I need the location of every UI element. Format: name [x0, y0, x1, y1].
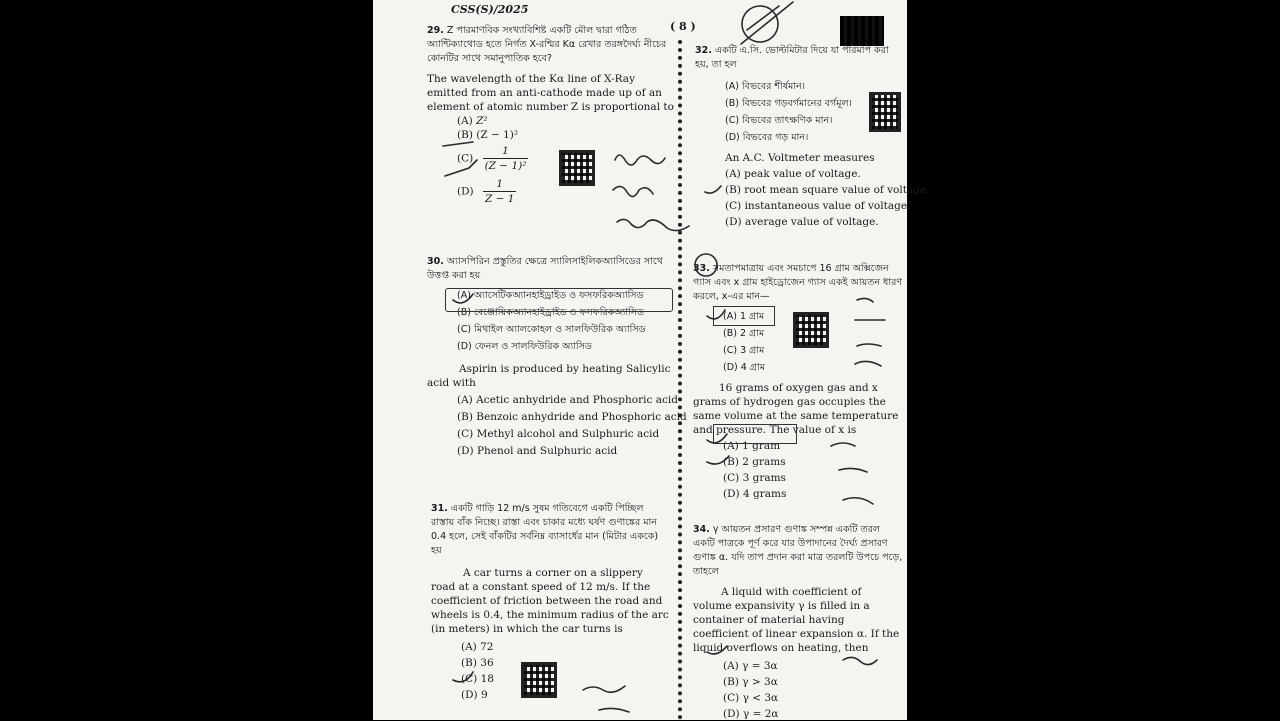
- option-a[interactable]: (A) Z²: [457, 115, 488, 127]
- option-b[interactable]: (B) 2 grams: [723, 456, 786, 468]
- option-b[interactable]: (B) (Z − 1)²: [457, 129, 519, 141]
- question-text-english: The wavelength of the Kα line of X-Ray emitted from an anti-cathode made up of an element of atomic number Z is proportional to: [427, 73, 674, 113]
- question-text-bengali: একটি গাড়ি 12 m/s সুষম গতিবেগে একটি পিচ্ছিল রাস্তায় বাঁক নিচ্ছে। রাস্তা এবং চাকার মধ্যে ঘর্ষণ গুণাঙ্কের মান 0.4 হলে, সেই বাঁকটির সর্বনিম্ন ব্যাসার্ধের মান (মিটার এককে) হয়: [431, 503, 659, 556]
- answer-box: [445, 288, 673, 312]
- barcode-icon: [840, 16, 884, 46]
- option-b-bengali[interactable]: (B) বেঞ্জোয়িকঅ্যানহাইড্রাইড ও ফসফরিকঅ্যাসিড: [457, 307, 645, 318]
- question-text-english: 16 grams of oxygen gas and x grams of hydrogen gas occupies the same volume at the same temperature and pressure. The value of x is: [693, 382, 899, 436]
- option-c[interactable]: (C) Methyl alcohol and Sulphuric acid: [457, 428, 660, 440]
- option-d[interactable]: (D) average value of voltage.: [725, 216, 879, 228]
- option-a[interactable]: (A) 1 gram: [723, 440, 781, 452]
- question-text-bengali: একটি এ.সি. ভোল্টমিটার দিয়ে যা পরিমাপ করা হয়, তা হল: [695, 45, 889, 70]
- paper-code: CSS(S)/2025: [451, 3, 529, 16]
- question-number: 32.: [695, 45, 712, 56]
- qr-code-icon: [521, 662, 557, 698]
- option-c[interactable]: (C) 3 grams: [723, 472, 786, 484]
- question-number: 34.: [693, 524, 710, 535]
- option-c[interactable]: (C) 18: [461, 673, 494, 685]
- option-a-bengali[interactable]: (A) অ্যাসেটিকঅ্যানহাইড্রাইড ও ফসফরিকঅ্যাসিড: [457, 290, 644, 301]
- question-text-bengali: সমতাপমাত্রায় এবং সমচাপে 16 গ্রাম অক্সিজেন গ্যাস এবং x গ্রাম হাইড্রোজেন গ্যাস একই আয়তন ধারণ করলে, x-এর মান—: [693, 263, 903, 302]
- option-d-bengali[interactable]: (D) 4 গ্রাম: [723, 362, 765, 373]
- option-b[interactable]: (B) Benzoic anhydride and Phosphoric acid: [457, 411, 687, 423]
- answer-box: [713, 424, 797, 444]
- option-d[interactable]: (D) 9: [461, 689, 488, 701]
- option-a[interactable]: (A) 72: [461, 641, 494, 653]
- question-text-english: An A.C. Voltmeter measures: [725, 152, 875, 164]
- option-b[interactable]: (B) γ > 3α: [723, 676, 778, 688]
- column-divider: [678, 40, 682, 720]
- question-number: 30.: [427, 256, 444, 267]
- option-d[interactable]: (D) γ = 2α: [723, 708, 779, 720]
- exam-page: [373, 0, 930, 720]
- option-b-bengali[interactable]: (B) 2 গ্রাম: [723, 328, 765, 339]
- option-c-bengali[interactable]: (C) 3 গ্রাম: [723, 345, 765, 356]
- option-d[interactable]: (D) $\frac{1}{Z - 1}$: [457, 178, 515, 205]
- question-33: [693, 262, 903, 501]
- qr-code-icon: [793, 312, 829, 348]
- option-c[interactable]: (C) instantaneous value of voltage.: [725, 200, 911, 212]
- question-34: [693, 523, 903, 721]
- option-d-bengali[interactable]: (D) বিভবের গড় মান।: [725, 132, 809, 143]
- question-text-bengali: Z পারমাণবিক সংখ্যাবিশিষ্ট একটি মৌল দ্বারা গঠিত অ্যান্টিক্যাথোড হতে নির্গত X-রশ্মির Kα রেখার তরঙ্গদৈর্ঘ্য নীচের কোনটির সাথে সমানুপাতিক হবে?: [427, 25, 667, 64]
- question-number: 29.: [427, 25, 444, 36]
- fraction: $\frac{1}{Z - 1}$: [484, 178, 515, 205]
- option-c-bengali[interactable]: (C) বিভবের তাৎক্ষণিক মান।: [725, 115, 833, 126]
- question-number: 31.: [431, 503, 448, 514]
- option-b[interactable]: (B) root mean square value of voltage.: [725, 184, 930, 196]
- qr-code-icon: [559, 150, 595, 186]
- option-d[interactable]: (D) Phenol and Sulphuric acid: [457, 445, 618, 457]
- question-number: 33.: [693, 263, 710, 274]
- option-b-bengali[interactable]: (B) বিভবের গড়বর্গমানের বর্গমূল।: [725, 98, 852, 109]
- qr-code-icon: [869, 92, 901, 132]
- question-29: [427, 24, 675, 206]
- option-a[interactable]: (A) Acetic anhydride and Phosphoric acid: [457, 394, 678, 406]
- option-d[interactable]: (D) 4 grams: [723, 488, 787, 500]
- option-c-bengali[interactable]: (C) মিথাইল অ্যালকোহল ও সালফিউরিক অ্যাসিড: [457, 324, 646, 335]
- question-30: [427, 255, 687, 458]
- question-text-bengali: γ আয়তন প্রসারণ গুণাঙ্ক সম্পন্ন একটি তরল একটি পাত্রকে পূর্ণ করে যার উপাদানের দৈর্ঘ্য প্রসারণ গুণাঙ্ক α. যদি তাপ প্রদান করা মাত্র তরলটি উপচে পড়ে, তাহলে: [693, 524, 903, 577]
- option-a-bengali[interactable]: (A) বিভবের শীর্ষমান।: [725, 81, 806, 92]
- answer-box: [713, 306, 775, 326]
- option-a-bengali[interactable]: (A) 1 গ্রাম: [723, 311, 765, 322]
- option-a[interactable]: (A) γ = 3α: [723, 660, 778, 672]
- option-c[interactable]: (C) γ < 3α: [723, 692, 779, 704]
- option-d-bengali[interactable]: (D) ফেনল ও সালফিউরিক অ্যাসিড: [457, 341, 592, 352]
- option-b[interactable]: (B) 36: [461, 657, 494, 669]
- question-text-english: A liquid with coefficient of volume expansivity γ is filled in a container of material having coefficient of linear expansion α. If the liquid overflows on heating, then: [693, 586, 900, 654]
- question-text-english: Aspirin is produced by heating Salicylic acid with: [427, 363, 671, 389]
- page-number: ( 8 ): [670, 20, 696, 33]
- option-c[interactable]: (C) $\frac{1}{\text{(Z − 1)²}}$: [457, 145, 527, 172]
- option-a[interactable]: (A) peak value of voltage.: [725, 168, 861, 180]
- fraction: $\frac{1}{\text{(Z − 1)²}}$: [484, 145, 527, 172]
- question-32: [695, 44, 930, 229]
- question-text-bengali: অ্যাসপিরিন প্রস্তুতির ক্ষেত্রে স্যালিসাইলিকঅ্যাসিডের সাথে উত্তপ্ত করা হয়: [427, 256, 663, 281]
- question-text-english: A car turns a corner on a slippery road at a constant speed of 12 m/s. If the coefficient of friction between the road and wheels is 0.4, the minimum radius of the arc (in meters) in which the car turns is: [431, 567, 669, 635]
